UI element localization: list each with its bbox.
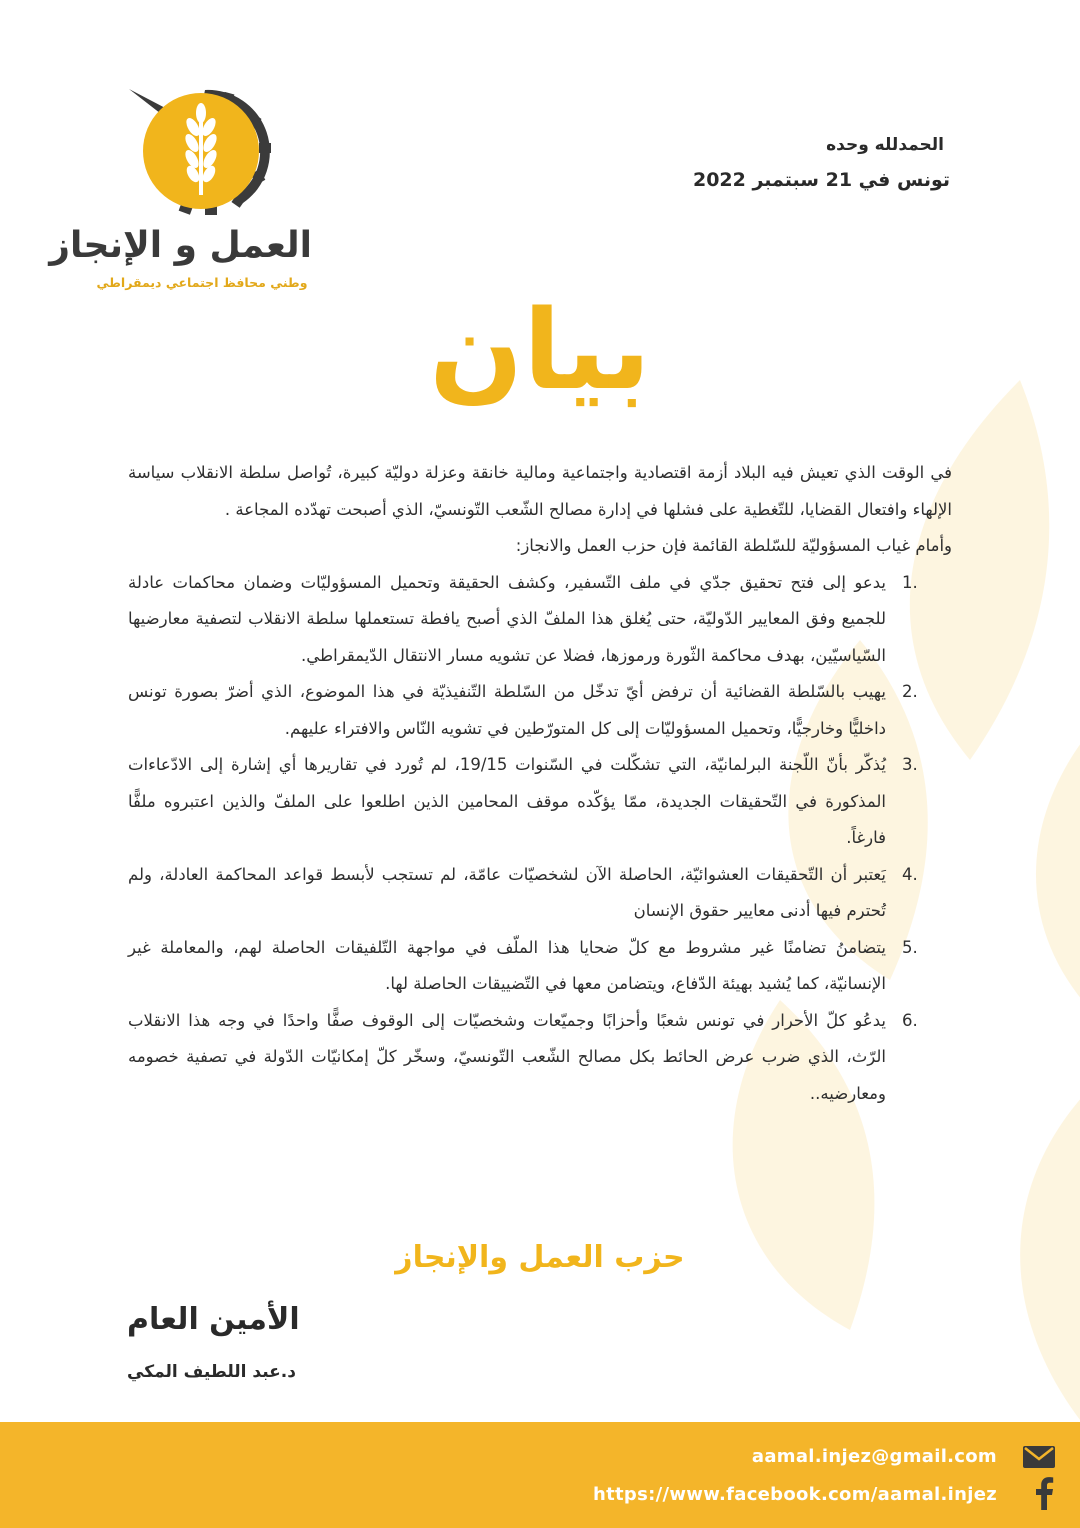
intro-paragraph: في الوقت الذي تعيش فيه البلاد أزمة اقتصادية واجتماعية ومالية خانقة وعزلة دوليّة كبيرة، تُواصل سلطة الانقلاب سياسة الإلهاء وافتعال القضايا، للتّغطية على فشلها في إدارة مصالح الشّعب التّونسيّ، الذي أصبحت تهدّده المجاعة . — [128, 463, 952, 519]
list-item — [128, 747, 918, 857]
list-text: يدعُو كلّ الأحرار في تونس شعبًا وأحزابًا وجميّعات وشخصيّات إلى الوقوف صفًّا واحدًا في وجه هذا الانقلاب الرّث، الذي ضرب عرض الحائط بكل مصالح الشّعب التّونسيّ، وسخّر كلّ إمكانيّات الدّولة في تصفية خصومه ومعارضيه.. — [128, 1010, 886, 1103]
header-info — [693, 135, 950, 191]
signatory-title: الأمين العام — [127, 1302, 300, 1337]
signatory-name: د.عبد اللطيف المكي — [127, 1362, 296, 1382]
list-number: 4. — [902, 864, 918, 884]
wheat-gear-emblem-icon — [125, 85, 275, 217]
facebook-icon — [1033, 1476, 1055, 1510]
list-text: يتضامنُ تضامنًا غير مشروط مع كلّ ضحايا هذا الملّف في مواجهة التّلفيقات الحاصلة لهم، والمعاملة غير الإنسانيّة، كما يُشيد بهيئة الدّفاع، ويتضامن معها في التّضييقات الحاصلة لها. — [128, 937, 886, 993]
date-line: تونس في 21 سبتمبر 2022 — [692, 169, 950, 191]
party-signature: حزب العمل والإنجاز — [395, 1240, 685, 1275]
statement-body — [128, 455, 952, 1112]
demands-list — [128, 565, 952, 1113]
statement-title: بيان — [429, 286, 651, 414]
mail-icon — [1023, 1446, 1055, 1468]
list-text: يَعتبر أن التّحقيقات العشوائيّة، الحاصلة الآن لشخصيّات عامّة، لم تستجب لأبسط قواعد المحاكمة العادلة، ولم تُحترم فيها أدنى معايير حقوق الإنسان — [128, 864, 886, 920]
list-item — [128, 930, 918, 1003]
list-item — [128, 674, 918, 747]
list-item — [128, 565, 918, 675]
list-text: يدعو إلى فتح تحقيق جدّي في ملف التّسفير، وكشف الحقيقة وتحميل المسؤوليّات وضمان محاكمات عادلة للجميع وفق المعايير الدّوليّة، حتى يُغلق هذا الملفّ الذي أصبح يافطة تستعملها سلطة الانقلاب لتصفية معارضيها السّياسيّين، بهدف محاكمة الثّورة ورموزها، فضلا عن تشويه مسار الانتقال الدّيمقراطي. — [128, 572, 886, 665]
logo-tagline: وطني محافظ اجتماعي ديمقراطي — [96, 275, 308, 290]
list-number: 6. — [902, 1010, 918, 1030]
greeting: الحمدلله وحده — [826, 135, 944, 155]
footer-bar — [0, 1422, 1080, 1528]
intro-lead: وأمام غياب المسؤوليّة للسّلطة القائمة فإن حزب العمل والانجاز: — [515, 536, 952, 555]
list-text: يُذكّر بأنّ اللّجنة البرلمانيّة، التي تشكّلت في السّنوات 19/15، لم تُورد في تقاريرها أي إشارة إلى الادّعاءات المذكورة في التّحقيقات الجديدة، ممّا يؤكّده موقف المحامين الذين اطلعوا على الملفّ والذين اعتبروه ملفًّا فارغاً. — [128, 755, 886, 847]
list-item — [128, 1003, 918, 1113]
footer-facebook-link[interactable]: https://www.facebook.com/aamal.injez — [592, 1484, 997, 1505]
logo-title: العمل و الإنجاز — [49, 225, 312, 266]
list-item — [128, 857, 918, 930]
list-number: 2. — [902, 682, 918, 701]
footer-email-link[interactable]: aamal.injez@gmail.com — [751, 1446, 997, 1467]
list-number: 5. — [902, 937, 918, 957]
list-number: 3. — [902, 755, 918, 774]
party-logo — [49, 85, 312, 300]
list-text: يهيب بالسّلطة القضائية أن ترفض أيّ تدخّل من السّلطة التّنفيذيّة في هذا الموضوع، الذي أضرّ بصورة تونس داخليًّا وخارجيًّا، وتحميل المسؤوليّات إلى كل المتورّطين في تشويه النّاس والافتراء عليهم. — [128, 682, 886, 738]
list-number: 1. — [902, 572, 918, 592]
